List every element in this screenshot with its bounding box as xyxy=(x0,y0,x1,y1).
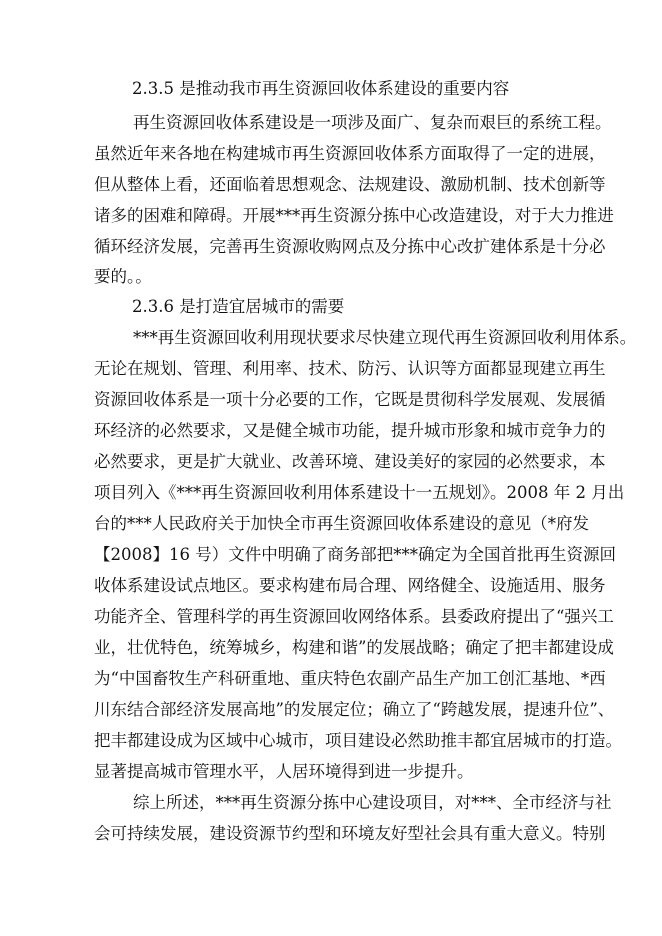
paragraph-line: 项目列入《***再生资源回收利用体系建设十一五规划》。2008 年 2 月出 xyxy=(94,483,625,502)
paragraph-line: 把丰都建设成为区域中心城市，项目建设必然助推丰都宜居城市的打造。 xyxy=(94,731,622,750)
paragraph-line: 台的***人民政府关于加快全市再生资源回收体系建设的意见（*府发 xyxy=(94,514,589,533)
paragraph-line: 功能齐全、管理科学的再生资源回收网络体系。县委政府提出了“强兴工 xyxy=(94,607,614,626)
paragraph-line: 业，壮优特色，统筹城乡，构建和谐”的发展战略；确定了把丰都建设成 xyxy=(94,638,614,657)
section-2-3-6-heading: 2.3.6 是打造宜居城市的需要 xyxy=(132,297,345,316)
paragraph-line: 必然要求，更是扩大就业、改善环境、建设美好的家园的必然要求，本 xyxy=(94,452,606,471)
paragraph-line: 要的。。 xyxy=(94,267,152,286)
paragraph-line: 循环经济发展，完善再生资源收购网点及分拣中心改扩建体系是十分必 xyxy=(94,237,606,256)
paragraph-line: 环经济的必然要求，又是健全城市功能，提升城市形象和城市竞争力的 xyxy=(94,421,606,440)
paragraph-line: ***再生资源回收利用现状要求尽快建立现代再生资源回收利用体系。 xyxy=(133,328,637,347)
paragraph-line: 但从整体上看，还面临着思想观念、法规建设、激励机制、技术创新等 xyxy=(94,175,606,194)
paragraph-line: 川东结合部经济发展高地”的发展定位；确立了“跨越发展，提速升位”、 xyxy=(94,700,615,719)
paragraph-line: 无论在规划、管理、利用率、技术、防污、认识等方面都显现建立再生 xyxy=(94,359,606,378)
paragraph-line: 显著提高城市管理水平，人居环境得到进一步提升。 xyxy=(94,762,474,781)
paragraph-line: 资源回收体系是一项十分必要的工作，它既是贯彻科学发展观、发展循 xyxy=(94,390,606,409)
paragraph-line: 诸多的困难和障碍。开展***再生资源分拣中心改造建设，对于大力推进 xyxy=(94,206,614,225)
section-2-3-5-heading: 2.3.5 是推动我市再生资源回收体系建设的重要内容 xyxy=(132,79,510,98)
paragraph-line: 虽然近年来各地在构建城市再生资源回收体系方面取得了一定的进展， xyxy=(94,144,606,163)
paragraph-line: 收体系建设试点地区。要求构建布局合理、网络健全、设施适用、服务 xyxy=(94,576,606,595)
paragraph-line: 综上所述，***再生资源分拣中心建设项目，对***、全市经济与社 xyxy=(133,793,612,812)
paragraph-line: 为“中国畜牧生产科研重地、重庆特色农副产品生产加工创汇基地、*西 xyxy=(94,669,606,688)
paragraph-line: 【2008】16 号）文件中明确了商务部把***确定为全国首批再生资源回 xyxy=(94,545,616,564)
paragraph-line: 再生资源回收体系建设是一项涉及面广、复杂而艰巨的系统工程。 xyxy=(133,113,612,132)
paragraph-line: 会可持续发展，建设资源节约型和环境友好型社会具有重大意义。特别 xyxy=(94,824,606,843)
